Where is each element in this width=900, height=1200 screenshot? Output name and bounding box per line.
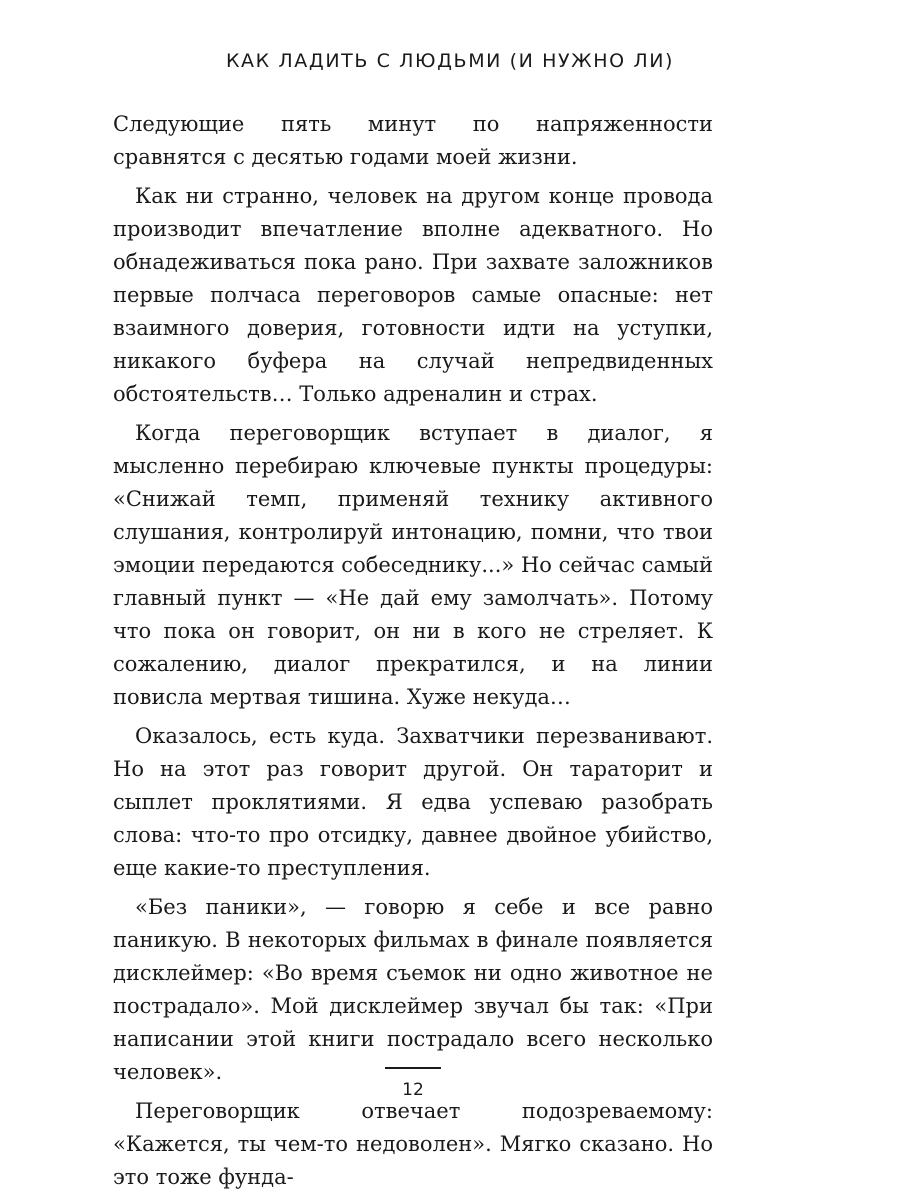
running-head-title: КАК ЛАДИТЬ С ЛЮДЬМИ (И НУЖНО ЛИ)	[225, 50, 675, 72]
paragraph: Как ни странно, человек на другом конце провода производит впечатление вполне адекватного. Но обнадеживаться пока рано. При захвате заложников первые полчаса переговоров самые опасные: нет взаимного доверия, готовности идти на уступки, никакого буфера на случай непредвиденных обстоятельств… Только адреналин и страх.	[113, 184, 713, 406]
paragraph: Оказалось, есть куда. Захватчики перезванивают. Но на этот раз говорит другой. Он тараторит и сыплет проклятиями. Я едва успеваю разобрать слова: что-то про отсидку, давнее двойное убийство, еще какие-то преступления.	[113, 724, 713, 880]
paragraph: Когда переговорщик вступает в диалог, я мысленно перебираю ключевые пункты процедуры: «Снижай темп, применяй технику активного слушания, контролируй интонацию, помни, что твои эмоции передаются собеседнику...» Но сейчас самый главный пункт — «Не дай ему замолчать». Потому что пока он говорит, он ни в кого не стреляет. К сожалению, диалог прекратился, и на линии повисла мертвая тишина. Хуже некуда…	[113, 421, 713, 709]
paragraph: «Без паники», — говорю я себе и все равно паникую. В некоторых фильмах в финале появляется дисклеймер: «Во время съемок ни одно животное не пострадало». Мой дисклеймер звучал бы так: «При написании этой книги пострадало всего несколько человек».	[113, 895, 713, 1084]
paragraph: Переговорщик отвечает подозреваемому: «Кажется, ты чем-то недоволен». Мягко сказано. Но это тоже фунда-	[113, 1099, 713, 1189]
page-number: 12	[402, 1080, 424, 1100]
paragraph: Следующие пять минут по напряженности сравнятся с десятью годами моей жизни.	[113, 112, 713, 169]
folio-rule	[385, 1067, 441, 1069]
body-text	[113, 108, 713, 1200]
